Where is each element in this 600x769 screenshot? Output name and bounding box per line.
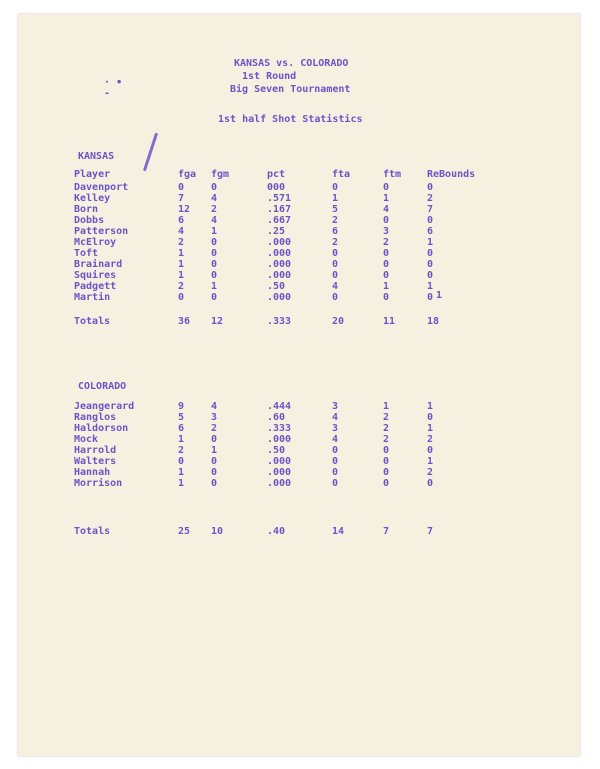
kansas-row-ftm: 0	[383, 182, 390, 193]
colorado-row-ftm: 2	[383, 423, 390, 434]
colorado-row-fga: 1	[178, 478, 185, 489]
colorado-row-player: Walters	[74, 456, 117, 467]
kansas-row-ftm: 4	[383, 204, 390, 215]
kansas-row-ftm: 1	[383, 281, 390, 292]
colorado-row-fta: 0	[332, 478, 339, 489]
colorado-row-fgm: 0	[211, 467, 218, 478]
kansas-row-ftm: 3	[383, 226, 390, 237]
colorado-row-fgm: 0	[211, 456, 218, 467]
colorado-total-fga: 25	[178, 526, 191, 537]
colorado-row-pct: .50	[267, 445, 286, 456]
colorado-row-rebounds: 1	[427, 456, 434, 467]
colorado-row-pct: .000	[267, 478, 292, 489]
kansas-row-fga: 2	[178, 237, 185, 248]
column-header-ftm: ftm	[383, 169, 402, 180]
kansas-row-fga: 0	[178, 292, 185, 303]
kansas-total-fta: 20	[332, 316, 345, 327]
kansas-row-ftm: 0	[383, 292, 390, 303]
colorado-row-player: Jeangerard	[74, 401, 135, 412]
kansas-row-pct: .000	[267, 292, 292, 303]
colorado-row-pct: .333	[267, 423, 292, 434]
kansas-row-pct: .667	[267, 215, 292, 226]
column-header-player: Player	[74, 169, 111, 180]
stats-title: 1st half Shot Statistics	[218, 114, 363, 125]
colorado-row-fgm: 1	[211, 445, 218, 456]
colorado-row-player: Morrison	[74, 478, 123, 489]
kansas-row-player: Squires	[74, 270, 117, 281]
kansas-row-ftm: 1	[383, 193, 390, 204]
colorado-row-ftm: 2	[383, 412, 390, 423]
kansas-row-pct: .167	[267, 204, 292, 215]
colorado-row-pct: .000	[267, 467, 292, 478]
kansas-row-pct: .000	[267, 248, 292, 259]
colorado-row-rebounds: 2	[427, 434, 434, 445]
kansas-row-player: Dobbs	[74, 215, 105, 226]
handwritten-note: 1	[436, 290, 443, 301]
kansas-row-rebounds: 2	[427, 193, 434, 204]
matchup-title: KANSAS vs. COLORADO	[234, 58, 349, 69]
colorado-row-fga: 2	[178, 445, 185, 456]
document-page	[18, 14, 580, 756]
column-header-fgm: fgm	[211, 169, 230, 180]
colorado-row-player: Mock	[74, 434, 99, 445]
kansas-row-fgm: 0	[211, 237, 218, 248]
kansas-row-pct: .000	[267, 259, 292, 270]
column-header-pct: pct	[267, 169, 286, 180]
colorado-row-ftm: 1	[383, 401, 390, 412]
column-header-fga: fga	[178, 169, 197, 180]
kansas-row-fgm: 1	[211, 226, 218, 237]
colorado-total-fta: 14	[332, 526, 345, 537]
colorado-row-pct: .60	[267, 412, 286, 423]
kansas-row-pct: .000	[267, 237, 292, 248]
kansas-row-fga: 4	[178, 226, 185, 237]
kansas-row-ftm: 0	[383, 270, 390, 281]
kansas-row-fgm: 1	[211, 281, 218, 292]
colorado-row-fgm: 3	[211, 412, 218, 423]
kansas-row-fgm: 4	[211, 193, 218, 204]
kansas-row-player: Davenport	[74, 182, 129, 193]
pen-stroke	[143, 133, 158, 172]
kansas-total-ftm: 11	[383, 316, 396, 327]
kansas-row-fga: 1	[178, 248, 185, 259]
colorado-totals-label: Totals	[74, 526, 111, 537]
colorado-row-fga: 6	[178, 423, 185, 434]
colorado-total-fgm: 10	[211, 526, 224, 537]
kansas-row-fgm: 0	[211, 182, 218, 193]
kansas-row-fga: 7	[178, 193, 185, 204]
kansas-row-ftm: 0	[383, 215, 390, 226]
kansas-row-fta: 0	[332, 292, 339, 303]
colorado-row-fta: 0	[332, 445, 339, 456]
kansas-row-fga: 12	[178, 204, 191, 215]
kansas-row-fta: 2	[332, 237, 339, 248]
kansas-row-pct: .571	[267, 193, 292, 204]
kansas-row-ftm: 0	[383, 259, 390, 270]
colorado-row-fta: 4	[332, 434, 339, 445]
colorado-row-fgm: 0	[211, 478, 218, 489]
kansas-row-ftm: 0	[383, 248, 390, 259]
round-label: 1st Round	[242, 71, 297, 82]
colorado-row-rebounds: 0	[427, 478, 434, 489]
kansas-row-fga: 1	[178, 259, 185, 270]
kansas-row-fta: 5	[332, 204, 339, 215]
kansas-row-rebounds: 6	[427, 226, 434, 237]
colorado-total-ftm: 7	[383, 526, 390, 537]
colorado-row-rebounds: 1	[427, 423, 434, 434]
column-header-rebounds: ReBounds	[427, 169, 476, 180]
kansas-team-name: KANSAS	[78, 151, 115, 162]
kansas-row-rebounds: 1	[427, 281, 434, 292]
kansas-row-fga: 6	[178, 215, 185, 226]
colorado-team-name: COLORADO	[78, 381, 127, 392]
kansas-row-fgm: 0	[211, 270, 218, 281]
kansas-row-fta: 0	[332, 182, 339, 193]
colorado-row-rebounds: 1	[427, 401, 434, 412]
colorado-row-fgm: 2	[211, 423, 218, 434]
colorado-row-player: Harrold	[74, 445, 117, 456]
colorado-row-fta: 0	[332, 456, 339, 467]
kansas-row-fta: 6	[332, 226, 339, 237]
kansas-row-player: McElroy	[74, 237, 117, 248]
kansas-row-player: Kelley	[74, 193, 111, 204]
kansas-row-rebounds: 0	[427, 270, 434, 281]
colorado-row-fga: 1	[178, 467, 185, 478]
colorado-row-player: Hannah	[74, 467, 111, 478]
kansas-row-pct: .000	[267, 270, 292, 281]
colorado-row-fgm: 0	[211, 434, 218, 445]
tournament-label: Big Seven Tournament	[230, 84, 351, 95]
colorado-row-ftm: 0	[383, 456, 390, 467]
colorado-row-fta: 3	[332, 401, 339, 412]
kansas-row-rebounds: 7	[427, 204, 434, 215]
colorado-row-rebounds: 2	[427, 467, 434, 478]
colorado-row-pct: .444	[267, 401, 292, 412]
colorado-row-ftm: 0	[383, 467, 390, 478]
colorado-row-player: Haldorson	[74, 423, 129, 434]
kansas-row-fta: 2	[332, 215, 339, 226]
kansas-row-fga: 2	[178, 281, 185, 292]
kansas-row-fgm: 2	[211, 204, 218, 215]
colorado-row-fga: 5	[178, 412, 185, 423]
kansas-row-rebounds: 0	[427, 215, 434, 226]
kansas-row-pct: 000	[267, 182, 286, 193]
kansas-row-pct: .50	[267, 281, 286, 292]
kansas-row-fgm: 0	[211, 292, 218, 303]
kansas-row-fta: 4	[332, 281, 339, 292]
colorado-row-fga: 0	[178, 456, 185, 467]
colorado-total-rebounds: 7	[427, 526, 434, 537]
colorado-row-fta: 3	[332, 423, 339, 434]
kansas-row-fta: 1	[332, 193, 339, 204]
kansas-row-fgm: 0	[211, 248, 218, 259]
stray-pen-marks: · ∙ -	[104, 77, 123, 99]
colorado-row-ftm: 0	[383, 445, 390, 456]
kansas-row-fgm: 0	[211, 259, 218, 270]
colorado-row-pct: .000	[267, 434, 292, 445]
colorado-total-pct: .40	[267, 526, 286, 537]
colorado-row-ftm: 2	[383, 434, 390, 445]
kansas-row-fga: 1	[178, 270, 185, 281]
colorado-row-fta: 4	[332, 412, 339, 423]
kansas-row-player: Martin	[74, 292, 111, 303]
colorado-row-player: Ranglos	[74, 412, 117, 423]
kansas-row-player: Patterson	[74, 226, 129, 237]
kansas-totals-label: Totals	[74, 316, 111, 327]
kansas-row-fgm: 4	[211, 215, 218, 226]
kansas-row-fta: 0	[332, 248, 339, 259]
kansas-row-pct: .25	[267, 226, 286, 237]
kansas-total-fga: 36	[178, 316, 191, 327]
column-header-fta: fta	[332, 169, 351, 180]
kansas-row-fga: 0	[178, 182, 185, 193]
kansas-total-pct: .333	[267, 316, 292, 327]
colorado-row-fta: 0	[332, 467, 339, 478]
kansas-row-rebounds: 0	[427, 292, 434, 303]
kansas-row-fta: 0	[332, 270, 339, 281]
colorado-row-fga: 9	[178, 401, 185, 412]
kansas-row-player: Padgett	[74, 281, 117, 292]
kansas-row-rebounds: 0	[427, 248, 434, 259]
colorado-row-rebounds: 0	[427, 445, 434, 456]
kansas-row-player: Brainard	[74, 259, 123, 270]
kansas-row-player: Toft	[74, 248, 99, 259]
kansas-row-rebounds: 0	[427, 182, 434, 193]
kansas-row-rebounds: 0	[427, 259, 434, 270]
kansas-row-ftm: 2	[383, 237, 390, 248]
kansas-row-fta: 0	[332, 259, 339, 270]
colorado-row-fgm: 4	[211, 401, 218, 412]
kansas-total-fgm: 12	[211, 316, 224, 327]
kansas-row-player: Born	[74, 204, 99, 215]
colorado-row-ftm: 0	[383, 478, 390, 489]
colorado-row-fga: 1	[178, 434, 185, 445]
kansas-row-rebounds: 1	[427, 237, 434, 248]
colorado-row-pct: .000	[267, 456, 292, 467]
kansas-total-rebounds: 18	[427, 316, 440, 327]
colorado-row-rebounds: 0	[427, 412, 434, 423]
